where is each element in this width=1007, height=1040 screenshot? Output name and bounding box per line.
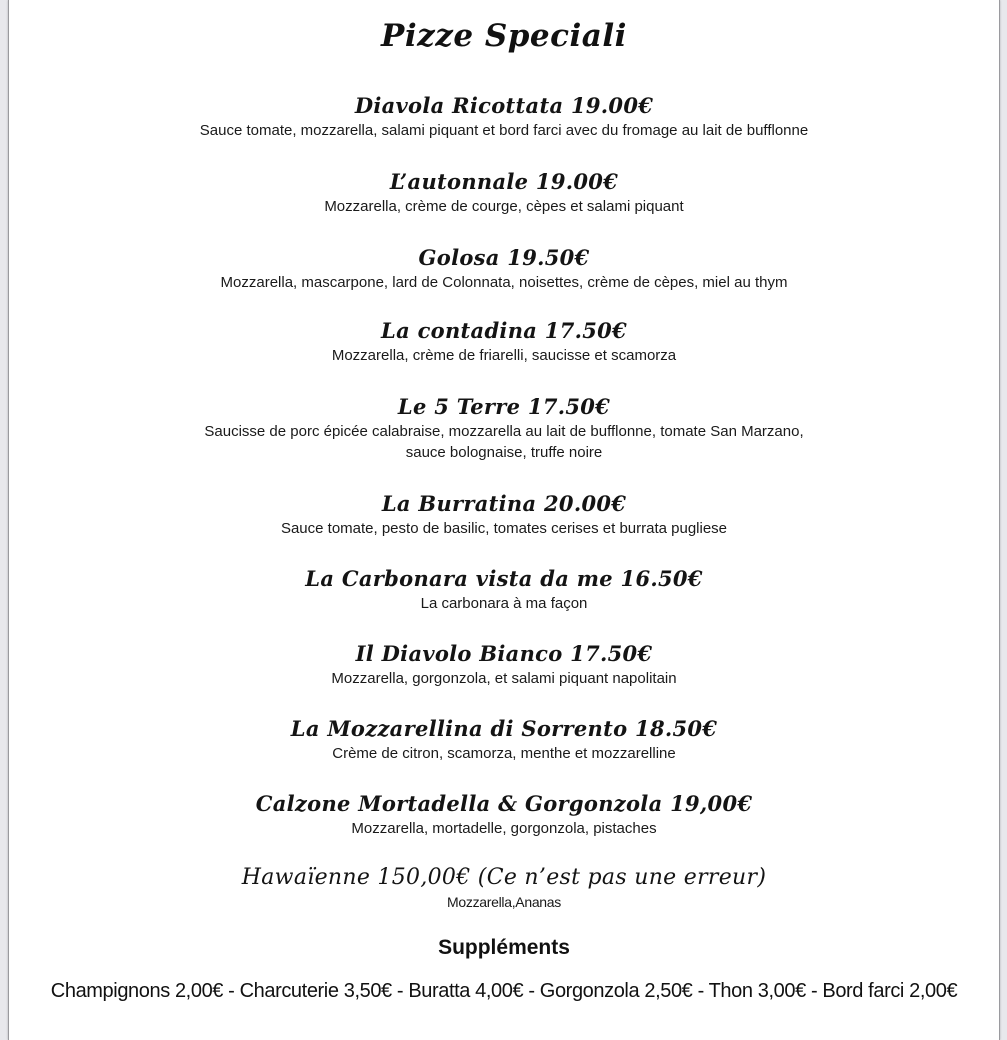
menu-item-description: Mozzarella, mortadelle, gorgonzola, pistaches — [351, 820, 657, 837]
menu-item-golosa — [9, 244, 999, 293]
menu-item-name: Diavola Ricottata 19.00€ — [354, 93, 654, 118]
menu-item-la-burratina — [9, 490, 999, 539]
menu-item-name: Hawaïenne 150,00€ (Ce n’est pas une erreur) — [241, 865, 767, 890]
menu-item-description: Mozzarella, crème de courge, cèpes et salami piquant — [324, 198, 684, 215]
menu-item-la-carbonara — [9, 565, 999, 614]
menu-title: Pizze Speciali — [381, 18, 627, 54]
menu-item-description: Mozzarella, mascarpone, lard de Colonnata, noisettes, crème de cèpes, miel au thym — [220, 274, 788, 291]
menu-item-hawaienne — [9, 864, 999, 913]
menu-item-il-diavolo-bianco — [9, 640, 999, 689]
menu-item-name: La Burratina 20.00€ — [381, 491, 627, 516]
menu-item-name: La Mozzarellina di Sorrento 18.50€ — [290, 716, 718, 741]
menu-item-name: La Carbonara vista da me 16.50€ — [305, 566, 703, 591]
menu-item-la-mozzarellina — [9, 715, 999, 764]
menu-item-name: L’autonnale 19.00€ — [389, 169, 619, 194]
menu-item-description: La carbonara à ma façon — [420, 595, 588, 612]
menu-item-le-5-terre — [9, 393, 999, 463]
menu-item-description-line-2: sauce bolognaise, truffe noire — [405, 444, 603, 461]
menu-page — [8, 0, 1000, 1040]
menu-item-description: Mozzarella, gorgonzola, et salami piquant napolitain — [331, 670, 677, 687]
menu-item-description: Sauce tomate, pesto de basilic, tomates cerises et burrata pugliese — [280, 520, 728, 537]
supplements-list: Champignons 2,00€ - Charcuterie 3,50€ - Buratta 4,00€ - Gorgonzola 2,50€ - Thon 3,00€ - Bord farci 2,00€ — [50, 980, 958, 1002]
menu-item-name: La contadina 17.50€ — [381, 318, 627, 343]
menu-item-description: Sauce tomate, mozzarella, salami piquant et bord farci avec du fromage au lait de bufflonne — [199, 122, 809, 139]
menu-item-name: Calzone Mortadella & Gorgonzola 19,00€ — [255, 791, 753, 816]
menu-item-description-line-1: Saucisse de porc épicée calabraise, mozzarella au lait de bufflonne, tomate San Marzano, — [204, 423, 804, 440]
menu-item-calzone — [9, 790, 999, 839]
menu-item-description: Mozzarella, crème de friarelli, saucisse et scamorza — [331, 347, 677, 364]
menu-item-la-contadina — [9, 317, 999, 366]
menu-item-name: Il Diavolo Bianco 17.50€ — [355, 641, 653, 666]
menu-item-description: Crème de citron, scamorza, menthe et mozzarelline — [332, 745, 676, 762]
menu-item-name: Le 5 Terre 17.50€ — [397, 394, 611, 419]
supplements-title: Suppléments — [438, 936, 570, 959]
menu-item-name: Golosa 19.50€ — [418, 245, 590, 270]
menu-item-lautonnale — [9, 168, 999, 217]
menu-item-description: Mozzarella,Ananas — [447, 894, 561, 910]
menu-item-diavola-ricottata — [9, 92, 999, 141]
